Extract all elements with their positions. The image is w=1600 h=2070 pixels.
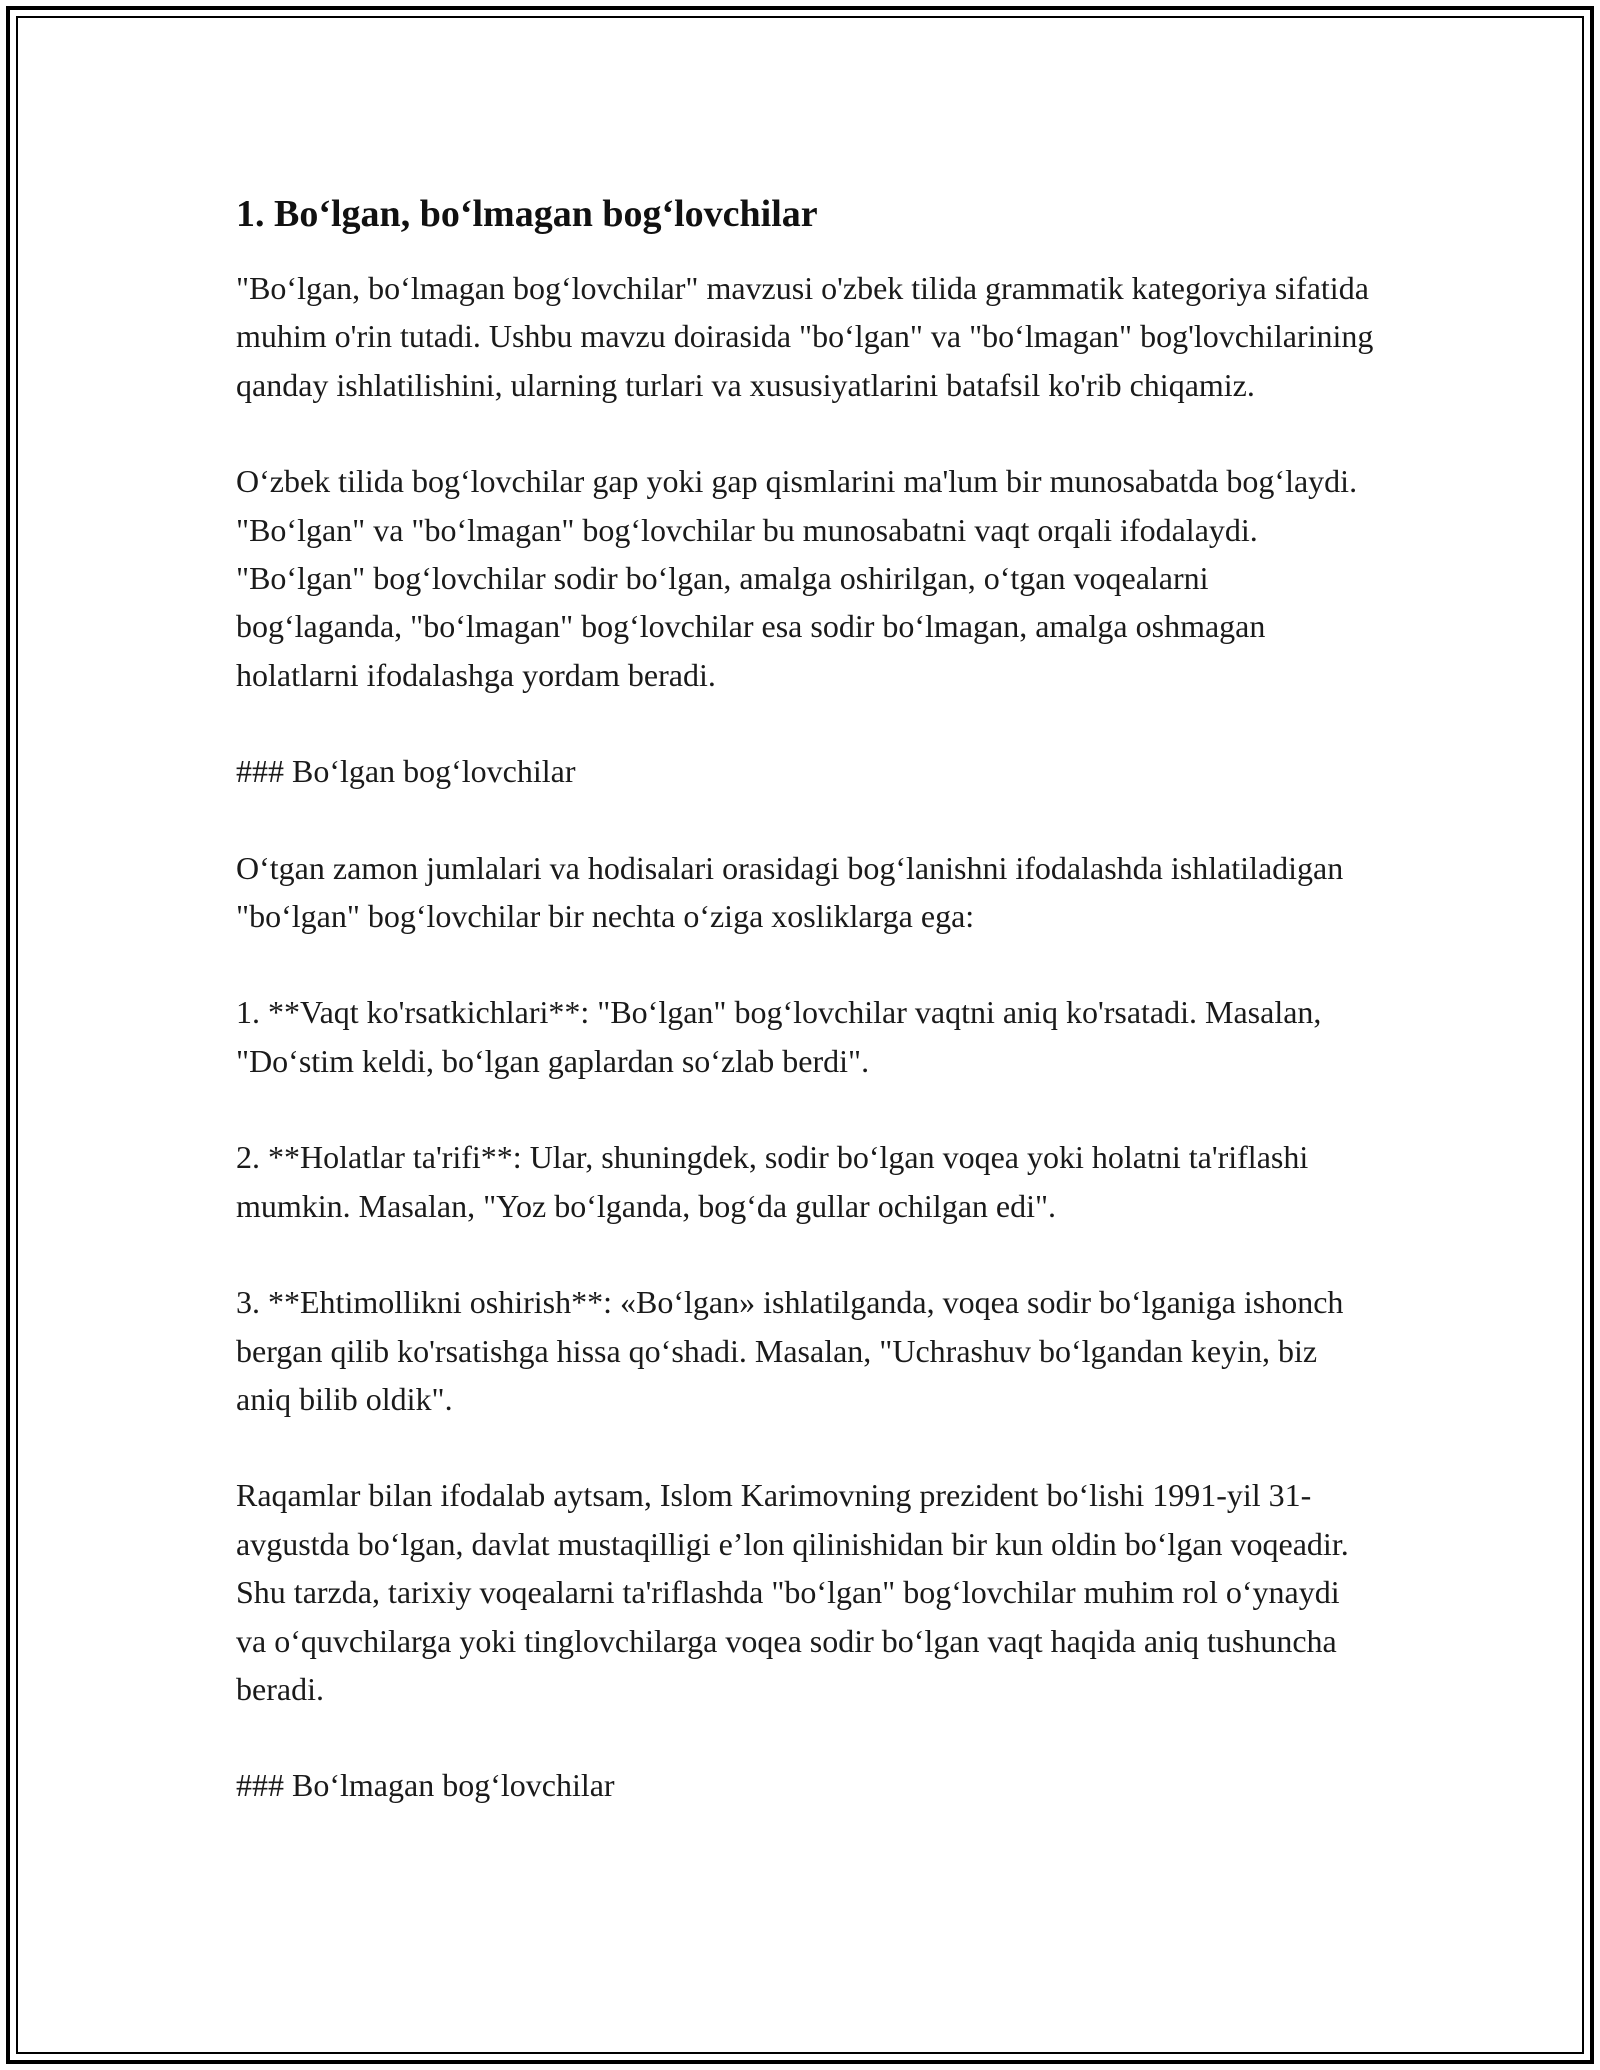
document-title: 1. Bo‘lgan, bo‘lmagan bog‘lovchilar: [236, 193, 818, 235]
paragraph-intro: "Bo‘lgan, bo‘lmagan bog‘lovchilar" mavzusi o'zbek tilida grammatik kategoriya sifatida muhim o'rin tutadi. Ushbu mavzu doirasida "bo‘lgan" va "bo‘lmagan" bog'lovchilarining qanday ishlatilishini, ularning turlari va xususiyatlarini batafsil ko'rib chiqamiz.: [236, 270, 1374, 403]
list-item-time-indicators: 1. **Vaqt ko'rsatkichlari**: "Bo‘lgan" bog‘lovchilar vaqtni aniq ko'rsatadi. Masalan, "Do‘stim keldi, bo‘lgan gaplardan so‘zlab berdi".: [236, 994, 1322, 1079]
paragraph-explanation: O‘zbek tilida bog‘lovchilar gap yoki gap qismlarini ma'lum bir munosabatda bog‘laydi. "Bo‘lgan" va "bo‘lmagan" bog‘lovchilar bu munosabatni vaqt orqali ifodalaydi. "Bo‘lgan" bog‘lovchilar sodir bo‘lgan, amalga oshirilgan, o‘tgan voqealarni bog‘laganda, "bo‘lmagan" bog‘lovchilar esa sodir bo‘lmagan, amalga oshmagan holatlarni ifodalashga yordam beradi.: [236, 463, 1358, 693]
paragraph-past-tense: O‘tgan zamon jumlalari va hodisalari orasidagi bog‘lanishni ifodalashda ishlatiladigan "bo‘lgan" bog‘lovchilar bir nechta o‘ziga xosliklarga ega:: [236, 849, 1344, 935]
subheading-bolmagan: ### Bo‘lmagan bog‘lovchilar: [236, 1767, 615, 1804]
list-item-state-description: 2. **Holatlar ta'rifi**: Ular, shuningdek, sodir bo‘lgan voqea yoki holatni ta'riflashi mumkin. Masalan, "Yoz bo‘lganda, bog‘da gullar ochilgan edi".: [236, 1139, 1309, 1224]
subheading-bolgan: ### Bo‘lgan bog‘lovchilar: [236, 753, 576, 790]
list-item-probability: 3. **Ehtimollikni oshirish**: «Bo‘lgan» ishlatilganda, voqea sodir bo‘lganiga ishonch bergan qilib ko'rsatishga hissa qo‘shadi. Masalan, "Uchrashuv bo‘lgandan keyin, biz aniq bilib oldik".: [236, 1284, 1344, 1417]
paragraph-historical-example: Raqamlar bilan ifodalab aytsam, Islom Karimovning prezident bo‘lishi 1991-yil 31-avgustda bo‘lgan, davlat mustaqilligi e’lon qilinishidan bir kun oldin bo‘lgan voqeadir. Shu tarzda, tarixiy voqealarni ta'riflashda "bo‘lgan" bog‘lovchilar muhim rol o‘ynaydi va o‘quvchilarga yoki tinglovchilarga voqea sodir bo‘lgan vaqt haqida aniq tushuncha beradi.: [236, 1477, 1349, 1707]
document-body: [236, 190, 1376, 1858]
